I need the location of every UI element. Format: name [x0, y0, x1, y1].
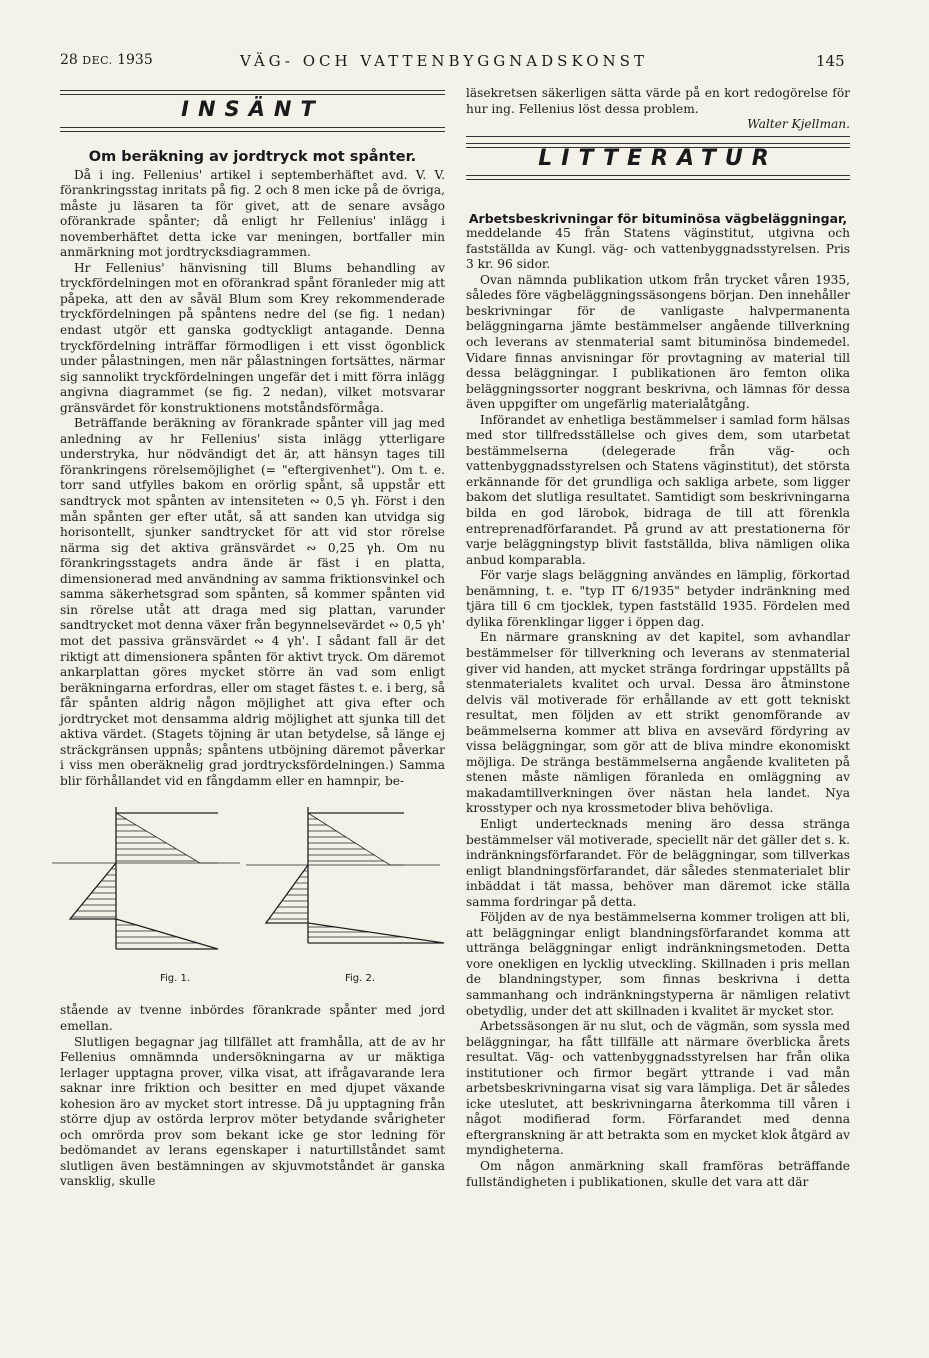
header-date-month: DEC.: [82, 54, 113, 67]
header-journal-title: VÄG- OCH VATTENBYGGNADSKONST: [240, 52, 648, 70]
review-paragraph: Enligt undertecknads mening äro dessa stränga bestämmelser väl motiverade, speciellt när det gäller det s. k. indränkningsförfarandet. För de beläggningar, som tillverkas enligt blandningsförfarandet, där således stenmaterialet blir inbäddat i tät massa, behöver man däremot icke ställa samma fordringar på detta.: [466, 816, 850, 909]
earth-pressure-diagrams: [40, 793, 460, 1003]
figures: [60, 793, 445, 1003]
fig2-diagram: [246, 807, 444, 943]
insant-section-title: INSÄNT: [181, 97, 324, 121]
article-continuation: läsekretsen säkerligen sätta värde på en kort redogörelse för hur ing. Fellenius löst dessa problem.: [466, 86, 850, 116]
article-paragraph: Slutligen begagnar jag tillfället att framhålla, att de av hr Fellenius omnämnda undersökningarna av ur mäktiga lerlager upptagna prover, vilka visat, att ifrågavarande lera saknar inre friktion och besitter en med djupet växande kohesion äro av mycket stort intresse. Då ju upptagning från större djup av ostörda lerprov möter betydande svårigheter och omrörda prov som bekant icke ge stor ledning för bedömandet av lerans egenskaper i naturtillståndet samt slutligen även bestämningen av skjuvmotståndet är ganska vansklig, skulle: [60, 1034, 445, 1189]
review-book-info: meddelande 45 från Statens väginstitut, utgivna och fastställda av Kungl. väg- och vattenbyggnadsstyrelsen. Pris 3 kr. 96 sidor.: [466, 226, 850, 272]
header-page-number: 145: [816, 52, 845, 70]
review-paragraph: Arbetssäsongen är nu slut, och de vägmän, som syssla med beläggningar, ha fått tillfälle att närmare överblicka årets resultat. Väg- och vattenbyggnadsstyrelsen har från olika institutioner och firmor begärt yttrande i vad mån arbetsbeskrivningarna visat sig vara lämpliga. Det är således icke uteslutet, att beskrivningarna återkomma till våren i något modifierad form. Förfarandet med denna eftergranskning är att betrakta som en mycket klok åtgärd av myndigheterna.: [466, 1019, 850, 1158]
header-date: [60, 52, 153, 68]
article-signature: Walter Kjellman.: [747, 117, 850, 132]
header-date-day: 28: [60, 52, 78, 68]
fig2-caption: Fig. 2.: [345, 973, 376, 985]
fig1-caption: Fig. 1.: [160, 973, 191, 985]
review-paragraph: Om någon anmärkning skall framföras beträffande fullständigheten i publikationen, skulle det vara att där: [466, 1159, 850, 1189]
review-paragraph: Följden av de nya bestämmelserna kommer troligen att bli, att beläggningar enligt blandningsförfarandet komma att uttränga beläggningar enligt indränkningsmetoden. Detta vore onekligen en lycklig utveckling. Skillnaden i pris mellan de blandningstyper, som finnas beskrivna i detta sammanhang och indränkningstyperna är nämligen relativt obetydlig, under det att skillnaden i kvalitet är mycket stor.: [466, 910, 850, 1018]
review-paragraph: För varje slags beläggning användes en lämplig, förkortad benämning, t. e. "typ IT 6/1935" betyder indränkning med tjära till 6 cm tjocklek, typen fastställd 1935. Fördelen med dylika förenklingar ligger i öppen dag.: [466, 568, 850, 629]
litteratur-section-title: LITTERATUR: [538, 146, 778, 171]
article-paragraph: Hr Fellenius' hänvisning till Blums behandling av tryckfördelningen mot en oförankrad spånt föranleder mig att påpeka, att den av såväl Blum som Krey rekommenderade tryckfördelningen på spåntens nedre del (se fig. 1 nedan) endast utgör ett ganska godtyckligt antagande. Denna tryckfördelning inträffar förmodligen i ett visst ögonblick under pålastningen, men när pålastningen fortsättes, närmar sig sannolikt tryckfördelningen ungefär det i mitt förra inlägg angivna diagrammet (se fig. 2 nedan), vilket motsvarar gränsvärdet för konstruktionens motståndsförmåga.: [60, 260, 445, 415]
insant-bottom-rule: [60, 127, 445, 132]
article-paragraph: stående av tvenne inbördes förankrade spånter med jord emellan.: [60, 1003, 445, 1033]
article-paragraph: Beträffande beräkning av förankrade spånter vill jag med anledning av hr Fellenius' sista inlägg ytterligare understryka, hur nödvändigt det är, att hänsyn tages till förankringens rörelsemöjlighet (= "eftergivenhet"). Om t. e. torr sand utfylles bakom en orörlig spånt, så uppstår ett sandtryck mot spånten av intensiteten ∾ 0,5 γh. Först i den mån spånten ger efter utåt, så att sanden kan utvidga sig horisontellt, sjunker sandtrycket för att vid stor rörelse närma sig det aktiva gränsvärdet ∾ 0,25 γh. Om nu förankringsstagets andra ände är fäst i en platta, dimensionerad med användning av samma friktionsvinkel och samma säkerhetsgrad som spånten, så kommer spånten vid sin rörelse utåt att draga med sig plattan, varunder sandtrycket mot denna växer från begynnelsevärdet ∾ 0,5 γh' mot det passiva gränsvärdet ∾ 4 γh'. I sådant fall är det riktigt att dimensionera spånten för aktivt tryck. Om däremot ankarplattan göres mycket större än vad som enligt beräkningarna erfordras, eller om staget fästes t. e. i berg, så får spånten aldrig någon möjlighet att giva efter och jordtrycket mot densamma aldrig möjlighet att sjunka till det aktiva värdet. (Stagets töjning är utan betydelse, så länge ej sträckgränsen uppnås; spåntens utböjning däremot påverkar i viss men oberäknelig grad jordtrycksfördelningen.) Samma blir förhållandet vid en fångdamm eller en hamnpir, be-: [60, 416, 445, 788]
review-book-title: Arbetsbeskrivningar för bituminösa vägbeläggningar,: [468, 210, 848, 226]
litteratur-heading-space: [466, 133, 850, 211]
header-date-year: 1935: [117, 52, 153, 68]
article-title: Om beräkning av jordtryck mot spånter.: [88, 149, 417, 165]
insant-article: [60, 150, 445, 1190]
insant-top-rule: [60, 90, 445, 95]
review-paragraph: En närmare granskning av det kapitel, som avhandlar bestämmelser för tillverkning och leverans av stenmaterial giver vid handen, att mycket stränga fordringar uppställts på stenmaterialets kvalitet och urval. Dessa äro åtminstone delvis väl motiverade för erhållande av ett gott tekniskt resultat, men följden av ett strikt genomförande av beämmelserna kommer att bliva en avsevärd fördyring av vissa beläggningar, som gör att de bliva mindre ekonomiskt möjliga. De stränga bestämmelserna angående kvaliteten på stenen måste nämligen föranleda en omläggning av makadamtillverkningen över nästan hela landet. Nya krosstyper och nya krossmetoder bliva behövliga.: [466, 630, 850, 816]
review-paragraph: Ovan nämnda publikation utkom från trycket våren 1935, således före vägbeläggningssäsongens början. Den innehåller beskrivningar för de vanligaste halvpermanenta beläggningarna jämte bestämmelser angående tillverkning och leverans av stenmaterial samt bituminösa bindemedel. Vidare finnas anvisningar för provtagning av material till dessa beläggningar. I publikationen äro femton olika beläggningssorter noggrant beskrivna, och lämnas för dessa även uppgifter om ungefärlig materialåtgång.: [466, 272, 850, 412]
review-paragraph: Införandet av enhetliga bestämmelser i samlad form hälsas med stor tillfredsställelse och gives dem, som utarbetat bestämmelserna (delegerade från väg- och vattenbyggnadsstyrelsen och Statens väginstitut), det största erkännande för det grundliga och sakliga arbete, som ligger bakom det slutliga resultatet. Samtidigt som beskrivningarna bilda en god lärobok, bidraga de till att förenkla entreprenadförfarandet. På grund av att prestationerna för varje beläggningstyp blivit fastställda, bliva nämligen olika anbud komparabla.: [466, 412, 850, 567]
article-paragraph: Då i ing. Fellenius' artikel i septemberhäftet avd. V. V. förankringsstag inritats på fig. 2 och 8 men icke på de övriga, måste ju läsaren ta för givet, att de senare avsågo oförankrade spånter; då enligt hr Fellenius' inlägg i novemberhäftet detta icke var meningen, bortfaller min anmärkning mot jordtrycksdiagrammen.: [60, 167, 445, 260]
right-column: [466, 86, 850, 1190]
fig1-diagram: [52, 807, 240, 949]
